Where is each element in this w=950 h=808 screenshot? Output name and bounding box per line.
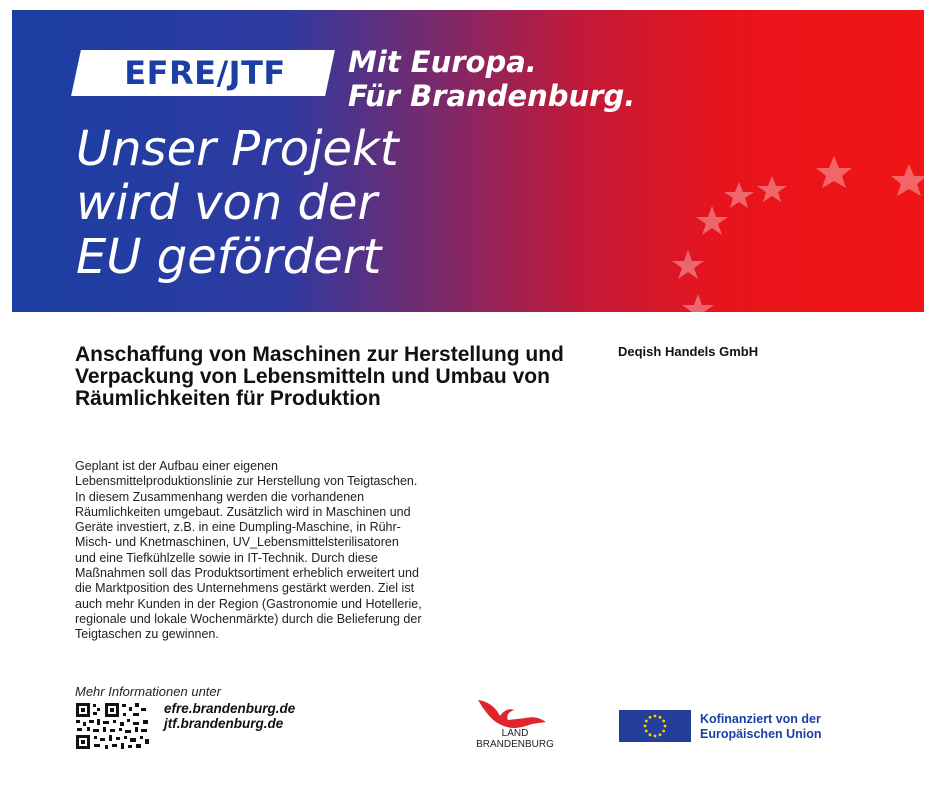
description-line: die Marktposition des Unternehmens gestärkt werden. Ziel ist: [75, 581, 415, 596]
headline-line: Unser Projekt: [76, 121, 399, 177]
star-icon: [696, 206, 728, 235]
description-line: Misch- und Knetmaschinen, UV_Lebensmittelsterilisatoren: [75, 535, 399, 550]
efre-logo: EFRE/JTF: [124, 54, 286, 92]
brandenburg-line-1: LAND: [501, 728, 529, 739]
company-name: Deqish Handels GmbH: [618, 344, 759, 359]
headline-line: wird von der: [76, 175, 378, 231]
slogan-line-1: Mit Europa.: [348, 45, 537, 79]
eu-line-1: Kofinanziert von der: [700, 712, 821, 726]
slogan: [348, 45, 635, 113]
description-line: Geräte investiert, z.B. in eine Dumpling-Maschine, in Rühr-: [75, 520, 401, 535]
description-line: In diesem Zusammenhang werden die vorhandenen: [75, 489, 365, 504]
star-icon: [757, 176, 787, 202]
description-line: Maßnahmen soll das Produktsortiment erheblich erweitert und: [75, 566, 419, 581]
star-icon: [816, 156, 852, 188]
star-icon: [724, 182, 754, 208]
headline-line: EU gefördert: [76, 229, 382, 285]
brandenburg-line-2: BRANDENBURG: [476, 739, 554, 750]
description-line: Räumlichkeiten umgebaut. Zusätzlich wird in Maschinen und: [75, 504, 411, 519]
description-line: Geplant ist der Aufbau einer eigenen: [75, 459, 278, 473]
star-icon: [682, 294, 714, 312]
star-icon: [891, 164, 924, 196]
link-jtf[interactable]: jtf.brandenburg.de: [164, 716, 284, 731]
link-efre[interactable]: efre.brandenburg.de: [164, 701, 296, 716]
project-description: [75, 459, 575, 643]
description-line: und eine Tiefkühlzelle sowie in IT-Technik. Durch diese: [75, 550, 378, 565]
description-line: regionale und lokale Wochenmärkte) durch die Belieferung der: [75, 611, 422, 626]
qr-code-icon[interactable]: [75, 702, 151, 750]
eu-line-2: Europäischen Union: [700, 727, 822, 741]
description-line: Lebensmittelproduktionslinie zur Herstellung von Teigtaschen.: [75, 474, 418, 489]
banner-headline: [76, 122, 399, 284]
eu-cofinanced-label: [700, 712, 822, 742]
eu-flag-icon: [619, 710, 691, 742]
description-line: auch mehr Kunden in der Region (Gastronomie und Hotellerie,: [75, 596, 422, 611]
slogan-line-2: Für Brandenburg.: [348, 79, 636, 113]
project-title: Anschaffung von Maschinen zur Herstellung und Verpackung von Lebensmitteln und Umbau von Räumlichkeiten für Produktion: [75, 343, 564, 410]
info-links: [164, 701, 295, 731]
more-info-label: Mehr Informationen unter: [75, 684, 221, 699]
brandenburg-label: [456, 728, 574, 750]
description-line: Teigtaschen zu gewinnen.: [75, 627, 219, 642]
hero-banner: [12, 10, 924, 312]
star-icon: [672, 250, 704, 279]
